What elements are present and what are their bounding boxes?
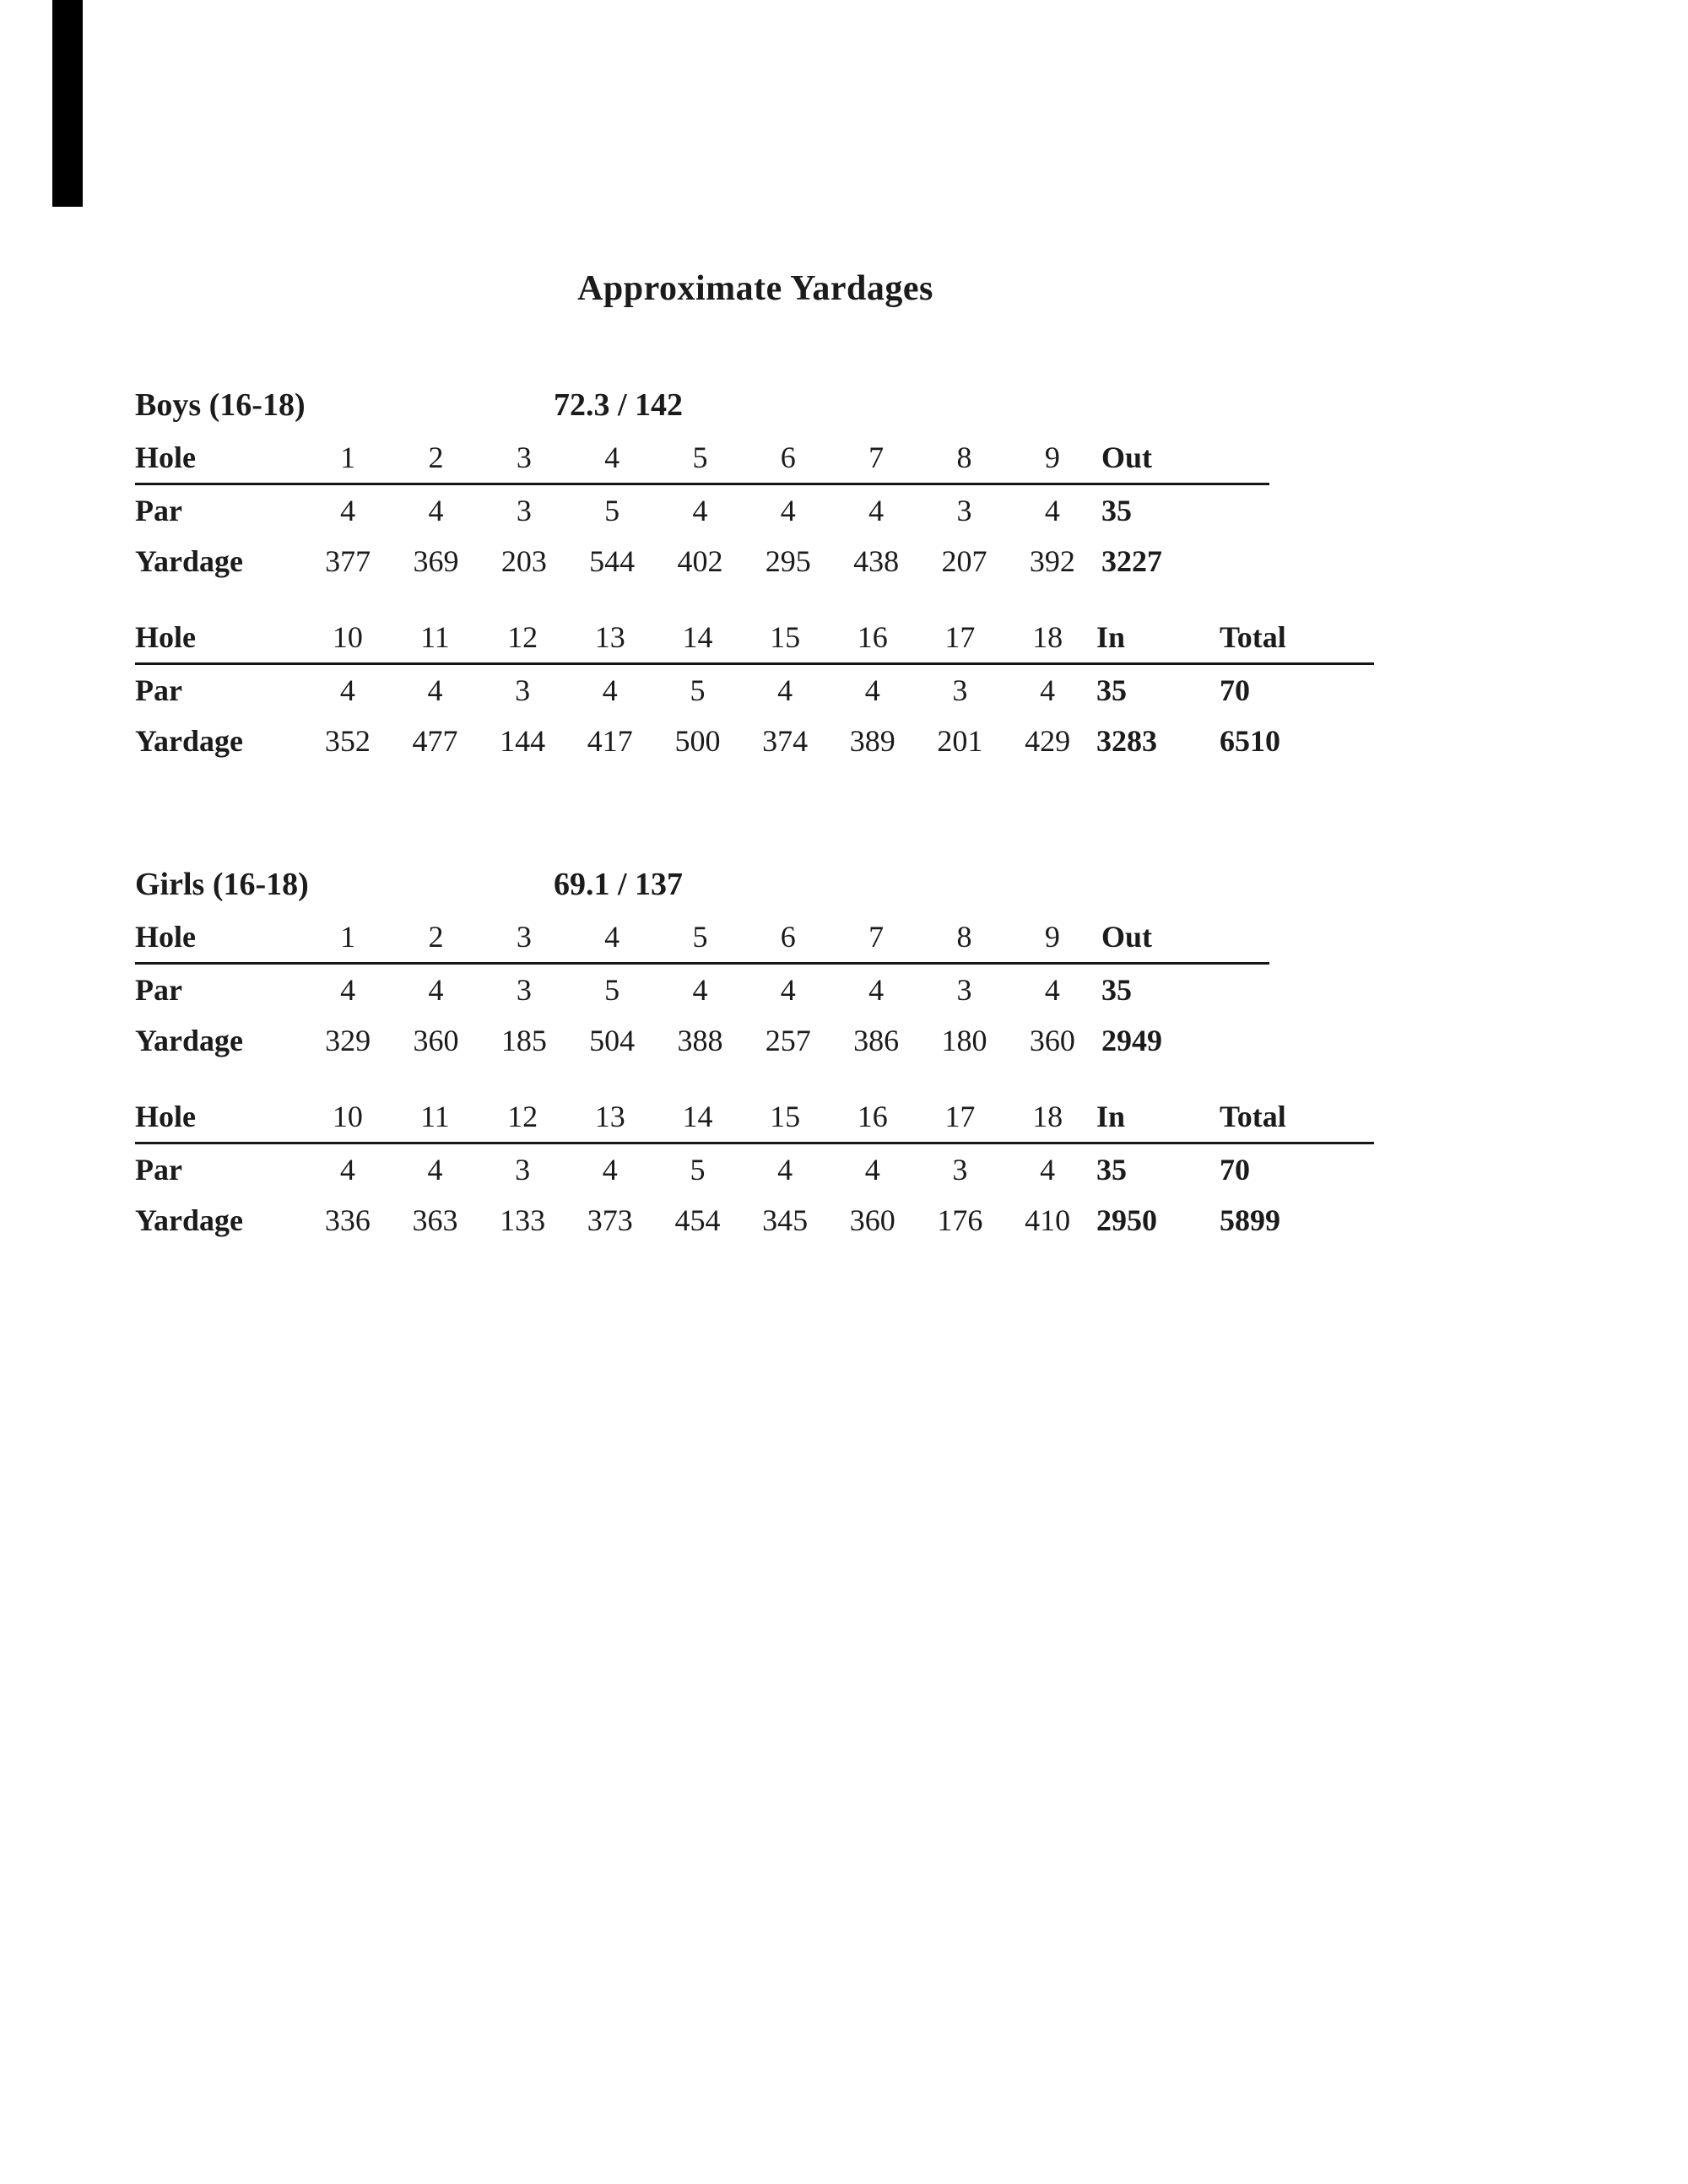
table-body bbox=[135, 484, 1269, 587]
table-row bbox=[135, 536, 1269, 587]
girls-back-nine-table bbox=[135, 1091, 1374, 1246]
cell-value: 377 bbox=[325, 544, 371, 578]
total-value: 2949 bbox=[1101, 1024, 1162, 1057]
cell-value: 3 bbox=[516, 973, 532, 1007]
row-label: Hole bbox=[135, 911, 304, 964]
document-content bbox=[135, 268, 1435, 1345]
table-row bbox=[135, 664, 1374, 716]
table-row bbox=[135, 1015, 1269, 1066]
hole-number-header: 8 bbox=[920, 911, 1008, 964]
section-boys bbox=[135, 387, 1435, 766]
cell-value: 360 bbox=[413, 1024, 459, 1057]
table-header-row bbox=[135, 432, 1269, 484]
hole-number-header: 12 bbox=[479, 612, 566, 664]
hole-number-header: 13 bbox=[566, 1091, 654, 1143]
total-value: 35 bbox=[1096, 1153, 1127, 1187]
section-girls-header bbox=[135, 866, 1435, 903]
hole-number-header: 10 bbox=[304, 1091, 392, 1143]
total-value: 6510 bbox=[1220, 724, 1280, 758]
hole-number-header: 10 bbox=[304, 612, 392, 664]
cell-value: 4 bbox=[428, 973, 444, 1007]
cell-value: 363 bbox=[412, 1203, 458, 1237]
cell-value: 402 bbox=[677, 544, 723, 578]
cell-value: 389 bbox=[849, 724, 895, 758]
cell-value: 4 bbox=[339, 1153, 355, 1187]
cell-value: 3 bbox=[956, 973, 972, 1007]
cell-value: 4 bbox=[864, 673, 880, 707]
hole-number-header: 15 bbox=[741, 612, 829, 664]
hole-number-header: 18 bbox=[1004, 612, 1091, 664]
hole-number-header: 11 bbox=[392, 1091, 479, 1143]
cell-value: 4 bbox=[339, 673, 355, 707]
total-column-header: Out bbox=[1096, 432, 1269, 484]
cell-value: 295 bbox=[765, 544, 811, 578]
cell-value: 417 bbox=[587, 724, 633, 758]
table-head bbox=[135, 911, 1269, 964]
cell-value: 3 bbox=[956, 494, 972, 527]
hole-number-header: 13 bbox=[566, 612, 654, 664]
total-value: 3227 bbox=[1101, 544, 1162, 578]
section-rating: 69.1 / 137 bbox=[554, 867, 684, 902]
row-label: Yardage bbox=[135, 724, 243, 758]
cell-value: 4 bbox=[427, 673, 443, 707]
cell-value: 454 bbox=[674, 1203, 721, 1237]
total-value: 70 bbox=[1220, 673, 1250, 707]
total-column-header: In bbox=[1091, 1091, 1215, 1143]
girls-front-nine-table bbox=[135, 911, 1269, 1066]
cell-value: 207 bbox=[941, 544, 987, 578]
boys-back-nine-table bbox=[135, 612, 1374, 766]
hole-number-header: 14 bbox=[654, 1091, 742, 1143]
table-body bbox=[135, 664, 1374, 767]
table-body bbox=[135, 964, 1269, 1067]
cell-value: 392 bbox=[1029, 544, 1075, 578]
hole-number-header: 4 bbox=[568, 432, 656, 484]
cell-value: 388 bbox=[677, 1024, 723, 1057]
hole-number-header: 17 bbox=[917, 1091, 1004, 1143]
row-label: Par bbox=[135, 494, 182, 527]
row-label: Par bbox=[135, 673, 182, 707]
cell-value: 329 bbox=[325, 1024, 371, 1057]
cell-value: 5 bbox=[604, 973, 620, 1007]
cell-value: 373 bbox=[587, 1203, 633, 1237]
cell-value: 360 bbox=[849, 1203, 895, 1237]
section-boys-header bbox=[135, 387, 1435, 424]
cell-value: 544 bbox=[589, 544, 636, 578]
hole-number-header: 6 bbox=[744, 911, 832, 964]
cell-value: 133 bbox=[500, 1203, 546, 1237]
total-column-header: Out bbox=[1096, 911, 1269, 964]
cell-value: 352 bbox=[324, 724, 371, 758]
cell-value: 4 bbox=[868, 494, 885, 527]
cell-value: 5 bbox=[690, 673, 706, 707]
cell-value: 3 bbox=[516, 494, 532, 527]
table-row bbox=[135, 1195, 1374, 1246]
cell-value: 4 bbox=[602, 673, 618, 707]
cell-value: 504 bbox=[589, 1024, 636, 1057]
row-label: Yardage bbox=[135, 544, 243, 578]
hole-number-header: 5 bbox=[656, 911, 744, 964]
cell-value: 201 bbox=[937, 724, 983, 758]
cell-value: 176 bbox=[937, 1203, 983, 1237]
hole-number-header: 2 bbox=[392, 432, 479, 484]
hole-number-header: 17 bbox=[917, 612, 1004, 664]
hole-number-header: 11 bbox=[392, 612, 479, 664]
table-body bbox=[135, 1143, 1374, 1246]
row-label: Par bbox=[135, 973, 182, 1007]
cell-value: 4 bbox=[340, 973, 356, 1007]
hole-number-header: 14 bbox=[654, 612, 742, 664]
table-header-row bbox=[135, 911, 1269, 964]
scan-artifact-mark bbox=[52, 0, 83, 207]
cell-value: 500 bbox=[674, 724, 721, 758]
cell-value: 4 bbox=[428, 494, 444, 527]
cell-value: 360 bbox=[1029, 1024, 1075, 1057]
cell-value: 4 bbox=[1040, 1153, 1056, 1187]
cell-value: 5 bbox=[604, 494, 620, 527]
cell-value: 3 bbox=[952, 673, 968, 707]
row-label: Yardage bbox=[135, 1203, 243, 1237]
cell-value: 4 bbox=[864, 1153, 880, 1187]
hole-number-header: 18 bbox=[1004, 1091, 1091, 1143]
cell-value: 336 bbox=[324, 1203, 371, 1237]
row-label: Par bbox=[135, 1153, 182, 1187]
total-value: 5899 bbox=[1220, 1203, 1280, 1237]
hole-number-header: 4 bbox=[568, 911, 656, 964]
cell-value: 477 bbox=[412, 724, 458, 758]
hole-number-header: 5 bbox=[656, 432, 744, 484]
cell-value: 203 bbox=[500, 544, 547, 578]
total-column-header: Total bbox=[1215, 1091, 1374, 1143]
hole-number-header: 8 bbox=[920, 432, 1008, 484]
boys-front-nine-table bbox=[135, 432, 1269, 587]
total-value: 3283 bbox=[1096, 724, 1157, 758]
cell-value: 369 bbox=[413, 544, 459, 578]
cell-value: 4 bbox=[340, 494, 356, 527]
document-title: Approximate Yardages bbox=[577, 269, 933, 308]
table-row bbox=[135, 484, 1269, 537]
table-head bbox=[135, 432, 1269, 484]
table-row bbox=[135, 716, 1374, 766]
cell-value: 4 bbox=[780, 973, 796, 1007]
table-row bbox=[135, 1143, 1374, 1196]
table-row bbox=[135, 964, 1269, 1016]
cell-value: 345 bbox=[762, 1203, 809, 1237]
cell-value: 4 bbox=[427, 1153, 443, 1187]
hole-number-header: 3 bbox=[480, 911, 568, 964]
hole-number-header: 1 bbox=[304, 911, 392, 964]
total-value: 35 bbox=[1096, 673, 1127, 707]
hole-number-header: 16 bbox=[829, 612, 917, 664]
hole-number-header: 16 bbox=[829, 1091, 917, 1143]
cell-value: 4 bbox=[1040, 673, 1056, 707]
cell-value: 386 bbox=[853, 1024, 900, 1057]
row-label: Hole bbox=[135, 432, 304, 484]
row-label: Yardage bbox=[135, 1024, 243, 1057]
hole-number-header: 12 bbox=[479, 1091, 566, 1143]
section-girls bbox=[135, 866, 1435, 1246]
total-value: 2950 bbox=[1096, 1203, 1157, 1237]
cell-value: 5 bbox=[690, 1153, 706, 1187]
total-value: 35 bbox=[1101, 494, 1132, 527]
cell-value: 4 bbox=[777, 1153, 793, 1187]
total-value: 35 bbox=[1101, 973, 1132, 1007]
cell-value: 3 bbox=[515, 1153, 531, 1187]
cell-value: 438 bbox=[853, 544, 900, 578]
cell-value: 410 bbox=[1025, 1203, 1071, 1237]
cell-value: 4 bbox=[692, 494, 708, 527]
cell-value: 144 bbox=[500, 724, 546, 758]
cell-value: 4 bbox=[777, 673, 793, 707]
hole-number-header: 6 bbox=[744, 432, 832, 484]
hole-number-header: 15 bbox=[741, 1091, 829, 1143]
section-name: Girls (16-18) bbox=[135, 867, 309, 902]
table-header-row bbox=[135, 612, 1374, 664]
cell-value: 4 bbox=[692, 973, 708, 1007]
row-label: Hole bbox=[135, 1091, 304, 1143]
table-head bbox=[135, 612, 1374, 664]
hole-number-header: 9 bbox=[1009, 432, 1096, 484]
total-column-header: Total bbox=[1215, 612, 1374, 664]
table-head bbox=[135, 1091, 1374, 1143]
cell-value: 3 bbox=[515, 673, 531, 707]
hole-number-header: 9 bbox=[1009, 911, 1096, 964]
cell-value: 3 bbox=[952, 1153, 968, 1187]
cell-value: 4 bbox=[602, 1153, 618, 1187]
hole-number-header: 1 bbox=[304, 432, 392, 484]
cell-value: 4 bbox=[780, 494, 796, 527]
table-header-row bbox=[135, 1091, 1374, 1143]
cell-value: 4 bbox=[1044, 973, 1060, 1007]
hole-number-header: 2 bbox=[392, 911, 479, 964]
row-label: Hole bbox=[135, 612, 304, 664]
hole-number-header: 7 bbox=[832, 432, 920, 484]
section-rating: 72.3 / 142 bbox=[554, 387, 684, 423]
hole-number-header: 3 bbox=[480, 432, 568, 484]
cell-value: 4 bbox=[1044, 494, 1060, 527]
cell-value: 185 bbox=[500, 1024, 547, 1057]
total-value: 70 bbox=[1220, 1153, 1250, 1187]
cell-value: 374 bbox=[762, 724, 809, 758]
cell-value: 429 bbox=[1025, 724, 1071, 758]
hole-number-header: 7 bbox=[832, 911, 920, 964]
cell-value: 4 bbox=[868, 973, 885, 1007]
total-column-header: In bbox=[1091, 612, 1215, 664]
cell-value: 257 bbox=[765, 1024, 811, 1057]
cell-value: 180 bbox=[941, 1024, 987, 1057]
section-name: Boys (16-18) bbox=[135, 387, 306, 423]
